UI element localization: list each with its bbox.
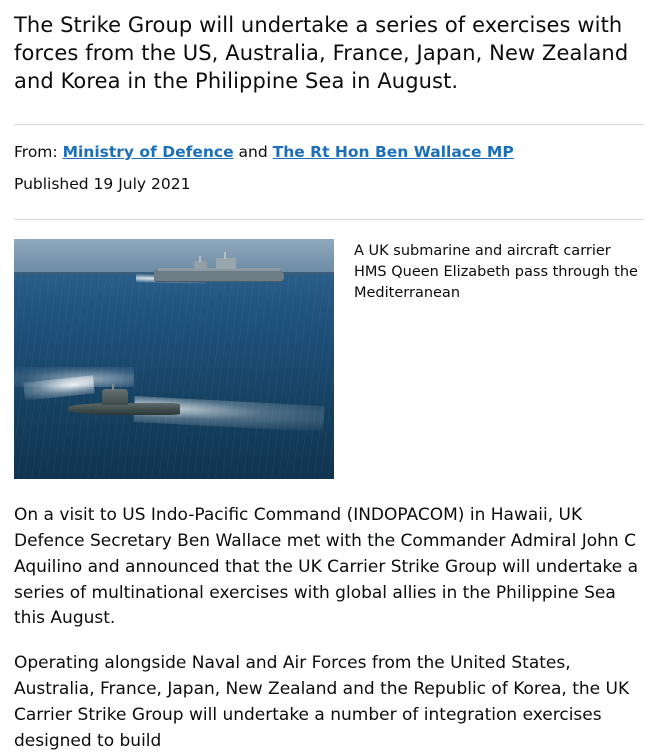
- divider-below-meta: [14, 219, 644, 220]
- minister-link[interactable]: The Rt Hon Ben Wallace MP: [272, 142, 514, 161]
- and-label: and: [238, 142, 268, 161]
- body-paragraph-2: Operating alongside Naval and Air Forces from the United States, Australia, France, Japan, New Zealand and the Republic of Korea, the UK Carrier Strike Group will undertake a number of integration exercises designed to build: [14, 653, 630, 751]
- article-body: [14, 503, 644, 754]
- aircraft-carrier-icon: [154, 257, 284, 281]
- from-label: From:: [14, 142, 58, 161]
- carrier-island: [216, 258, 236, 269]
- article-byline: [14, 141, 644, 164]
- submarine-sail: [102, 389, 128, 405]
- carrier-mast: [224, 252, 226, 259]
- organisation-link[interactable]: Ministry of Defence: [62, 142, 234, 161]
- figure-image: [14, 239, 334, 479]
- figure-caption: A UK submarine and aircraft carrier HMS Queen Elizabeth pass through the Mediterranean: [354, 243, 638, 302]
- submarine-periscope: [112, 384, 114, 390]
- article-figure: [14, 239, 644, 479]
- divider-top: [14, 124, 644, 125]
- article-summary: The Strike Group will undertake a series of exercises with forces from the US, Australia, France, Japan, New Zealand and Korea in the Philippine Sea in August.: [14, 13, 629, 93]
- carrier-forward-mast: [199, 256, 201, 262]
- carrier-hull: [154, 270, 284, 281]
- body-paragraph-1: On a visit to US Indo-Pacific Command (INDOPACOM) in Hawaii, UK Defence Secretary Ben Wallace met with the Commander Admiral John C Aquilino and announced that the UK Carrier Strike Group will undertake a series of multinational exercises with global allies in the Philippine Sea this August.: [14, 505, 639, 629]
- submarine-icon: [68, 389, 180, 417]
- carrier-forward-island: [194, 261, 207, 269]
- published-date: Published 19 July 2021: [14, 175, 191, 194]
